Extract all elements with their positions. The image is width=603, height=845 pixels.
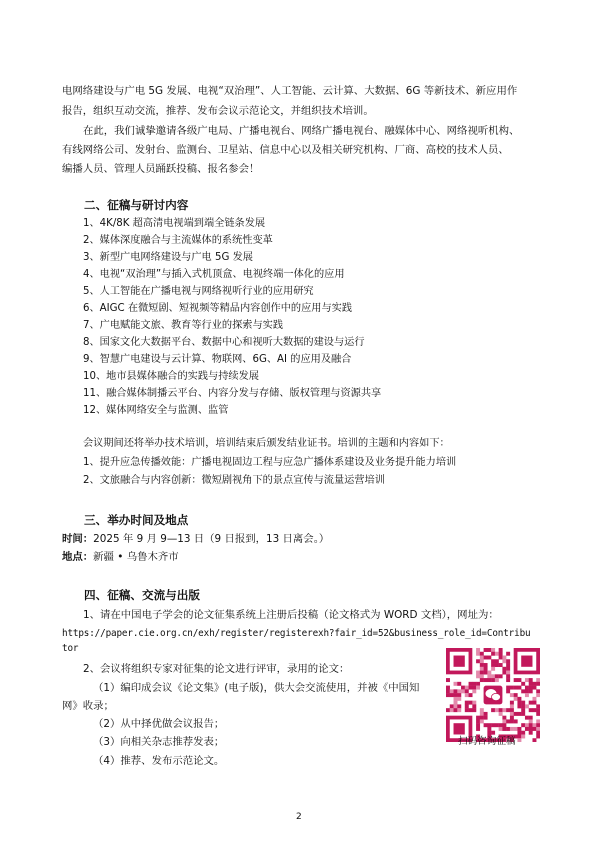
- qr-module: [506, 667, 510, 671]
- submission-paragraph: 1、请在中国电子学会的论文征集系统上注册后投稿（论文格式为 WORD 文档），网址为：: [83, 609, 499, 621]
- qr-module: [465, 701, 469, 705]
- training-item-1: 1、提升应急传播效能：广播电视固边工程与应急广播体系建设及业务提升能力培训: [83, 457, 457, 468]
- qr-module: [476, 723, 480, 727]
- qr-module: [480, 671, 484, 675]
- qr-module: [491, 723, 495, 727]
- qr-module: [529, 686, 533, 690]
- qr-module: [480, 652, 484, 656]
- submission-url-line-2[interactable]: tor: [62, 643, 79, 654]
- qr-module: [510, 712, 514, 716]
- qr-module: [529, 723, 533, 727]
- qr-module: [525, 723, 529, 727]
- review-sub-2: （2）从中择优做会议报告；: [93, 718, 225, 730]
- qr-module: [491, 667, 495, 671]
- qr-module: [487, 678, 491, 682]
- qr-module: [469, 682, 473, 686]
- qr-module: [532, 701, 536, 705]
- qr-module: [472, 704, 476, 708]
- qr-module: [529, 719, 533, 723]
- qr-module: [484, 678, 488, 682]
- qr-caption: 扫码咨询征稿: [458, 736, 516, 747]
- qr-module: [521, 701, 525, 705]
- qr-module: [532, 708, 536, 712]
- qr-module: [514, 678, 518, 682]
- qr-module: [480, 708, 484, 712]
- qr-module: [510, 719, 514, 723]
- qr-module: [480, 712, 484, 716]
- qr-module: [510, 693, 514, 697]
- qr-module: [514, 697, 518, 701]
- qr-module: [506, 652, 510, 656]
- wechat-icon-bubble: [492, 693, 501, 700]
- qr-module: [499, 712, 503, 716]
- qr-module: [457, 708, 461, 712]
- qr-module: [491, 648, 495, 652]
- qr-module: [536, 689, 540, 693]
- qr-module: [506, 686, 510, 690]
- qr-module: [502, 716, 506, 720]
- qr-module: [491, 659, 495, 663]
- time-label: 时间：: [62, 533, 94, 545]
- review-sub-1b: 网》收录；: [62, 700, 114, 712]
- topic-item-8: 8、国家文化大数据平台、数据中心和视听大数据的建设与运行: [83, 337, 365, 348]
- qr-module: [487, 727, 491, 731]
- qr-module: [446, 686, 450, 690]
- qr-module: [502, 671, 506, 675]
- qr-module: [521, 712, 525, 716]
- qr-module: [529, 678, 533, 682]
- qr-module: [517, 704, 521, 708]
- qr-module: [525, 689, 529, 693]
- qr-module: [521, 689, 525, 693]
- qr-module: [476, 719, 480, 723]
- qr-module: [536, 708, 540, 712]
- qr-module: [495, 652, 499, 656]
- qr-module: [476, 682, 480, 686]
- qr-module: [446, 708, 450, 712]
- qr-module: [502, 719, 506, 723]
- qr-module: [499, 652, 503, 656]
- qr-module: [536, 712, 540, 716]
- qr-module: [450, 689, 454, 693]
- qr-module: [487, 671, 491, 675]
- topic-item-9: 9、智慧广电建设与云计算、物联网、6G、AI 的应用及融合: [83, 354, 352, 365]
- qr-module: [480, 663, 484, 667]
- qr-module: [454, 701, 458, 705]
- qr-module: [499, 663, 503, 667]
- qr-module: [469, 701, 473, 705]
- qr-module: [532, 686, 536, 690]
- qr-module: [529, 708, 533, 712]
- topic-item-7: 7、广电赋能文旅、教育等行业的探索与实践: [83, 320, 284, 331]
- qr-module: [499, 708, 503, 712]
- qr-module: [476, 716, 480, 720]
- qr-module: [536, 734, 540, 738]
- topic-item-1: 1、4K/8K 超高清电视端到端全链条发展: [83, 218, 266, 229]
- qr-module: [521, 704, 525, 708]
- qr-module: [529, 727, 533, 731]
- qr-module: [472, 701, 476, 705]
- qr-module: [454, 708, 458, 712]
- qr-module: [525, 693, 529, 697]
- qr-module: [495, 708, 499, 712]
- qr-module: [525, 678, 529, 682]
- training-intro: 会议期间还将举办技术培训，培训结束后颁发结业证书。培训的主题和内容如下：: [83, 438, 450, 449]
- qr-module: [480, 678, 484, 682]
- qr-module: [476, 727, 480, 731]
- qr-module: [521, 734, 525, 738]
- qr-finder-pattern: [521, 656, 532, 667]
- qr-module: [529, 689, 533, 693]
- qr-module: [532, 738, 536, 742]
- qr-module: [521, 708, 525, 712]
- qr-module: [454, 697, 458, 701]
- qr-module: [506, 708, 510, 712]
- qr-module: [517, 712, 521, 716]
- time-line: [62, 532, 329, 546]
- qr-module: [517, 678, 521, 682]
- qr-module: [514, 719, 518, 723]
- qr-module: [495, 723, 499, 727]
- qr-module: [472, 686, 476, 690]
- qr-module: [491, 678, 495, 682]
- topic-item-10: 10、地市县媒体融合的实践与持续发展: [83, 371, 259, 382]
- qr-module: [510, 727, 514, 731]
- qr-module: [454, 704, 458, 708]
- place-line: [62, 550, 179, 564]
- qr-module: [536, 719, 540, 723]
- qr-module: [529, 731, 533, 735]
- qr-module: [536, 727, 540, 731]
- qr-module: [517, 697, 521, 701]
- qr-module: [506, 671, 510, 675]
- qr-module: [506, 674, 510, 678]
- qr-module: [450, 693, 454, 697]
- qr-module: [499, 727, 503, 731]
- qr-module: [510, 701, 514, 705]
- qr-module: [529, 716, 533, 720]
- qr-module: [457, 697, 461, 701]
- topic-item-5: 5、人工智能在广播电视与网络视听行业的应用研究: [83, 286, 314, 297]
- qr-module: [536, 693, 540, 697]
- qr-module: [491, 674, 495, 678]
- qr-module: [480, 667, 484, 671]
- qr-module: [476, 659, 480, 663]
- qr-module: [517, 734, 521, 738]
- qr-module: [536, 704, 540, 708]
- qr-module: [521, 723, 525, 727]
- qr-module: [491, 708, 495, 712]
- qr-module: [446, 678, 450, 682]
- qr-module: [506, 719, 510, 723]
- qr-module: [461, 689, 465, 693]
- qr-module: [510, 686, 514, 690]
- qr-module: [532, 697, 536, 701]
- qr-module: [514, 712, 518, 716]
- qr-finder-pattern: [454, 656, 465, 667]
- place-value: 新疆 • 乌鲁木齐市: [93, 551, 179, 563]
- qr-module: [499, 656, 503, 660]
- qr-module: [529, 682, 533, 686]
- review-paragraph: 2、会议将组织专家对征集的论文进行评审，录用的论文：: [83, 663, 350, 675]
- qr-module: [484, 712, 488, 716]
- qr-module: [476, 674, 480, 678]
- qr-module: [495, 678, 499, 682]
- qr-module: [510, 704, 514, 708]
- place-label: 地点：: [62, 551, 94, 563]
- qr-module: [517, 738, 521, 742]
- qr-module: [476, 686, 480, 690]
- qr-module: [529, 701, 533, 705]
- qr-module: [487, 648, 491, 652]
- topic-item-4: 4、电视“双治理”与插入式机顶盒、电视终端一体化的应用: [83, 269, 345, 280]
- qr-module: [514, 686, 518, 690]
- qr-module: [510, 716, 514, 720]
- intro-line-4: 有线网络公司、发射台、监测台、卫星站、信息中心以及相关研究机构、厂商、高校的技术人员、: [62, 144, 509, 156]
- qr-module: [446, 693, 450, 697]
- qr-module: [495, 674, 499, 678]
- qr-module: [491, 652, 495, 656]
- qr-module: [506, 678, 510, 682]
- qr-module: [502, 723, 506, 727]
- qr-module: [461, 686, 465, 690]
- intro-line-2: 报告，组织互动交流，推荐、发布会议示范论文，并组织技术培训。: [62, 105, 374, 117]
- qr-module: [517, 686, 521, 690]
- qr-module: [525, 716, 529, 720]
- qr-module: [484, 663, 488, 667]
- topic-item-11: 11、融合媒体制播云平台、内容分发与存储、版权管理与资源共享: [83, 388, 382, 399]
- qr-module: [465, 693, 469, 697]
- qr-module: [480, 719, 484, 723]
- qr-module: [514, 727, 518, 731]
- qr-module: [472, 708, 476, 712]
- qr-module: [487, 656, 491, 660]
- qr-module: [480, 659, 484, 663]
- qr-module: [484, 671, 488, 675]
- qr-module: [521, 731, 525, 735]
- qr-module: [536, 731, 540, 735]
- qr-module: [480, 656, 484, 660]
- qr-module: [502, 656, 506, 660]
- page-number: 2: [296, 812, 302, 822]
- qr-module: [487, 674, 491, 678]
- qr-module: [536, 678, 540, 682]
- topic-item-3: 3、新型广电网络建设与广电 5G 发展: [83, 252, 253, 263]
- qr-module: [472, 682, 476, 686]
- qr-module: [457, 693, 461, 697]
- training-item-2: 2、文旅融合与内容创新：微短剧视角下的景点宣传与流量运营培训: [83, 475, 385, 486]
- review-sub-3: （3）向相关杂志推荐发表；: [93, 736, 225, 748]
- qr-module: [499, 648, 503, 652]
- qr-code-graphic: [446, 648, 540, 742]
- topic-item-12: 12、媒体网络安全与监测、监管: [83, 405, 229, 416]
- qr-module: [480, 674, 484, 678]
- qr-module: [517, 731, 521, 735]
- qr-module: [536, 723, 540, 727]
- qr-module: [476, 652, 480, 656]
- qr-module: [525, 727, 529, 731]
- qr-module: [491, 663, 495, 667]
- qr-module: [469, 693, 473, 697]
- qr-module: [499, 674, 503, 678]
- qr-module: [495, 659, 499, 663]
- qr-module: [517, 701, 521, 705]
- qr-module: [506, 689, 510, 693]
- qr-module: [454, 689, 458, 693]
- intro-line-3: 在此，我们诚挚邀请各级广电局、广播电视台、网络广播电视台、融媒体中心、网络视听机构、: [83, 125, 520, 137]
- topic-item-6: 6、AIGC 在微短剧、短视频等精品内容创作中的应用与实践: [83, 303, 353, 314]
- qr-module: [454, 682, 458, 686]
- qr-module: [484, 648, 488, 652]
- qr-module: [484, 723, 488, 727]
- qr-module: [525, 686, 529, 690]
- qr-module: [484, 656, 488, 660]
- qr-module: [502, 708, 506, 712]
- qr-module: [502, 727, 506, 731]
- qr-module: [506, 727, 510, 731]
- time-value: 2025 年 9 月 9—13 日（9 日报到，13 日离会。）: [93, 533, 330, 545]
- qr-module: [465, 704, 469, 708]
- topic-item-2: 2、媒体深度融合与主流媒体的系统性变革: [83, 235, 273, 246]
- qr-module: [484, 716, 488, 720]
- section-3-heading: 三、举办时间及地点: [84, 513, 189, 527]
- qr-module: [510, 708, 514, 712]
- qr-module: [446, 689, 450, 693]
- qr-module: [450, 708, 454, 712]
- qr-module: [532, 723, 536, 727]
- intro-line-5: 编播人员、管理人员踊跃投稿、报名参会！: [62, 163, 260, 175]
- qr-module: [495, 663, 499, 667]
- qr-module: [457, 704, 461, 708]
- qr-module: [465, 686, 469, 690]
- qr-module: [484, 667, 488, 671]
- qr-module: [465, 689, 469, 693]
- qr-module: [525, 704, 529, 708]
- submission-url-line-1[interactable]: https://paper.cie.org.cn/exh/register/registerexh?fair_id=52&business_role_id=Contribu: [62, 628, 531, 639]
- section-4-heading: 四、征稿、交流与出版: [84, 588, 200, 602]
- qr-module: [536, 682, 540, 686]
- qr-module: [457, 682, 461, 686]
- intro-line-1: 电网络建设与广电 5G 发展、电视“双治理”、人工智能、云计算、大数据、6G 等新技术、新应用作: [62, 85, 518, 97]
- qr-module: [521, 682, 525, 686]
- qr-module: [506, 659, 510, 663]
- qr-code-image[interactable]: [446, 648, 540, 742]
- review-sub-4: （4）推荐、发布示范论文。: [93, 755, 225, 767]
- qr-module: [487, 723, 491, 727]
- qr-module: [454, 693, 458, 697]
- qr-module: [517, 727, 521, 731]
- qr-module: [476, 648, 480, 652]
- qr-module: [502, 659, 506, 663]
- qr-module: [506, 663, 510, 667]
- qr-module: [499, 723, 503, 727]
- qr-module: [469, 708, 473, 712]
- qr-module: [480, 716, 484, 720]
- qr-module: [457, 689, 461, 693]
- qr-module: [450, 704, 454, 708]
- qr-module: [476, 671, 480, 675]
- qr-module: [532, 727, 536, 731]
- review-sub-1a: （1）编印成会议《论文集》(电子版)，供大会交流使用，并被《中国知: [93, 682, 420, 694]
- qr-module: [502, 667, 506, 671]
- qr-module: [514, 693, 518, 697]
- qr-module: [472, 689, 476, 693]
- qr-module: [532, 682, 536, 686]
- section-2-heading: 二、征稿与研讨内容: [84, 198, 189, 212]
- qr-module: [465, 708, 469, 712]
- qr-module: [469, 686, 473, 690]
